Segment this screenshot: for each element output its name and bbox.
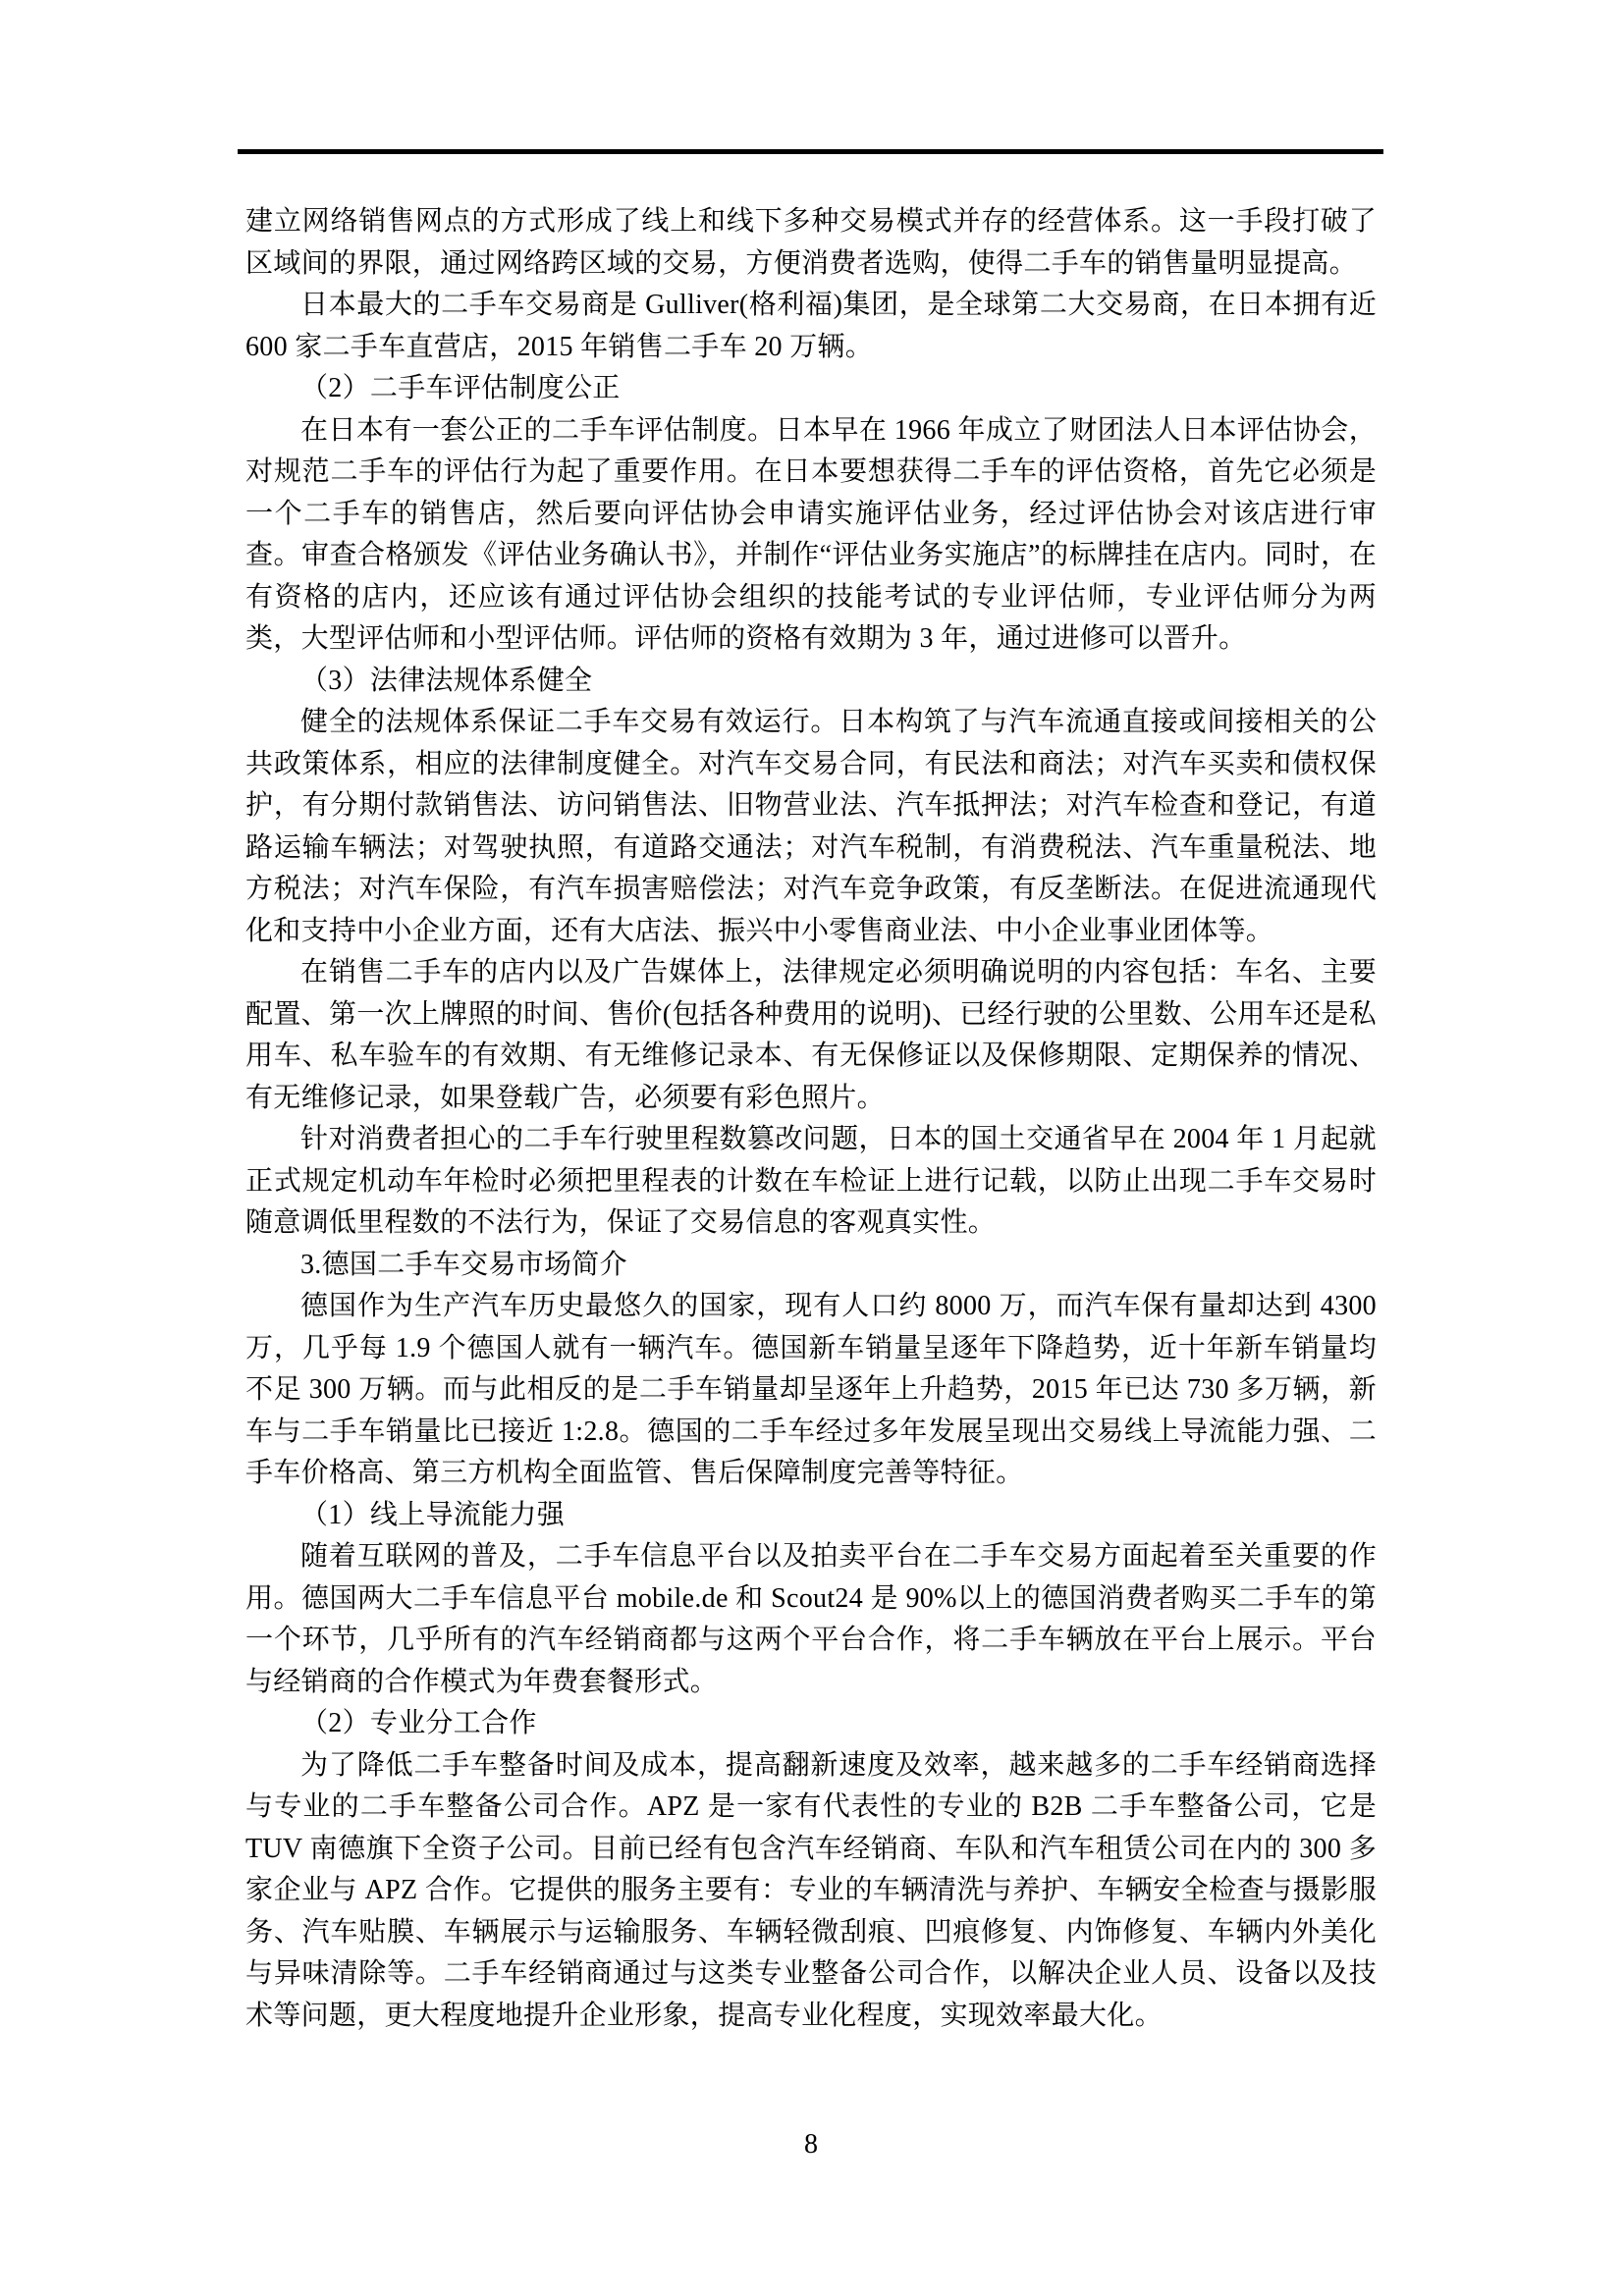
document-body (245, 201, 1377, 2037)
section-heading: （2）专业分工合作 (300, 1708, 537, 1738)
paragraph: 针对消费者担心的二手车行驶里程数篡改问题，日本的国土交通省早在 2004 年 1 月起就正式规定机动车年检时必须把里程表的计数在车检证上进行记载，以防止出现二手车交易时随意调低里程数的不法行为，保证了交易信息的客观真实性。 (245, 1124, 1377, 1238)
header-rule (238, 149, 1383, 154)
paragraph: 日本最大的二手车交易商是 Gulliver(格利福)集团，是全球第二大交易商，在日本拥有近 600 家二手车直营店，2015 年销售二手车 20 万辆。 (245, 290, 1377, 362)
page-number: 8 (804, 2129, 818, 2160)
section-heading: （3）法律法规体系健全 (300, 665, 593, 696)
paragraph: 健全的法规体系保证二手车交易有效运行。日本构筑了与汽车流通直接或间接相关的公共政策体系，相应的法律制度健全。对汽车交易合同，有民法和商法；对汽车买卖和债权保护，有分期付款销售法、访问销售法、旧物营业法、汽车抵押法；对汽车检查和登记，有道路运输车辆法；对驾驶执照，有道路交通法；对汽车税制，有消费税法、汽车重量税法、地方税法；对汽车保险，有汽车损害赔偿法；对汽车竞争政策，有反垄断法。在促进流通现代化和支持中小企业方面，还有大店法、振兴中小零售商业法、中小企业事业团体等。 (245, 707, 1377, 946)
paragraph: 随着互联网的普及，二手车信息平台以及拍卖平台在二手车交易方面起着至关重要的作用。德国两大二手车信息平台 mobile.de 和 Scout24 是 90%以上的德国消费者购买二手车的第一个环节，几乎所有的汽车经销商都与这两个平台合作，将二手车辆放在平台上展示。平台与经销商的合作模式为年费套餐形式。 (245, 1541, 1377, 1697)
paragraph: 德国作为生产汽车历史最悠久的国家，现有人口约 8000 万，而汽车保有量却达到 4300 万，几乎每 1.9 个德国人就有一辆汽车。德国新车销量呈逐年下降趋势，近十年新车销量均不足 300 万辆。而与此相反的是二手车销量却呈逐年上升趋势，2015 年已达 730 多万辆，新车与二手车销量比已接近 1:2.8。德国的二手车经过多年发展呈现出交易线上导流能力强、二手车价格高、第三方机构全面监管、售后保障制度完善等特征。 (245, 1291, 1377, 1488)
paragraph: 在销售二手车的店内以及广告媒体上，法律规定必须明确说明的内容包括：车名、主要配置、第一次上牌照的时间、售价(包括各种费用的说明)、已经行驶的公里数、公用车还是私用车、私车验车的有效期、有无维修记录本、有无保修证以及保修期限、定期保养的情况、有无维修记录，如果登载广告，必须要有彩色照片。 (245, 957, 1377, 1113)
paragraph: 在日本有一套公正的二手车评估制度。日本早在 1966 年成立了财团法人日本评估协会，对规范二手车的评估行为起了重要作用。在日本要想获得二手车的评估资格，首先它必须是一个二手车的销售店，然后要向评估协会申请实施评估业务，经过评估协会对该店进行审查。审查合格颁发《评估业务确认书》，并制作“评估业务实施店”的标牌挂在店内。同时，在有资格的店内，还应该有通过评估协会组织的技能考试的专业评估师，专业评估师分为两类，大型评估师和小型评估师。评估师的资格有效期为 3 年，通过进修可以晋升。 (245, 414, 1377, 654)
section-heading: （1）线上导流能力强 (300, 1499, 566, 1530)
paragraph: 建立网络销售网点的方式形成了线上和线下多种交易模式并存的经营体系。这一手段打破了区域间的界限，通过网络跨区域的交易，方便消费者选购，使得二手车的销售量明显提高。 (245, 206, 1377, 279)
paragraph: 为了降低二手车整备时间及成本，提高翻新速度及效率，越来越多的二手车经销商选择与专业的二手车整备公司合作。APZ 是一家有代表性的专业的 B2B 二手车整备公司，它是 TUV 南德旗下全资子公司。目前已经有包含汽车经销商、车队和汽车租赁公司在内的 300 多家企业与 APZ 合作。它提供的服务主要有：专业的车辆清洗与养护、车辆安全检查与摄影服务、汽车贴膜、车辆展示与运输服务、车辆轻微刮痕、凹痕修复、内饰修复、车辆内外美化与异味清除等。二手车经销商通过与这类专业整备公司合作，以解决企业人员、设备以及技术等问题，更大程度地提升企业形象，提高专业化程度，实现效率最大化。 (245, 1749, 1377, 2031)
section-heading: 3.德国二手车交易市场简介 (300, 1249, 627, 1280)
section-heading: （2）二手车评估制度公正 (300, 373, 621, 403)
